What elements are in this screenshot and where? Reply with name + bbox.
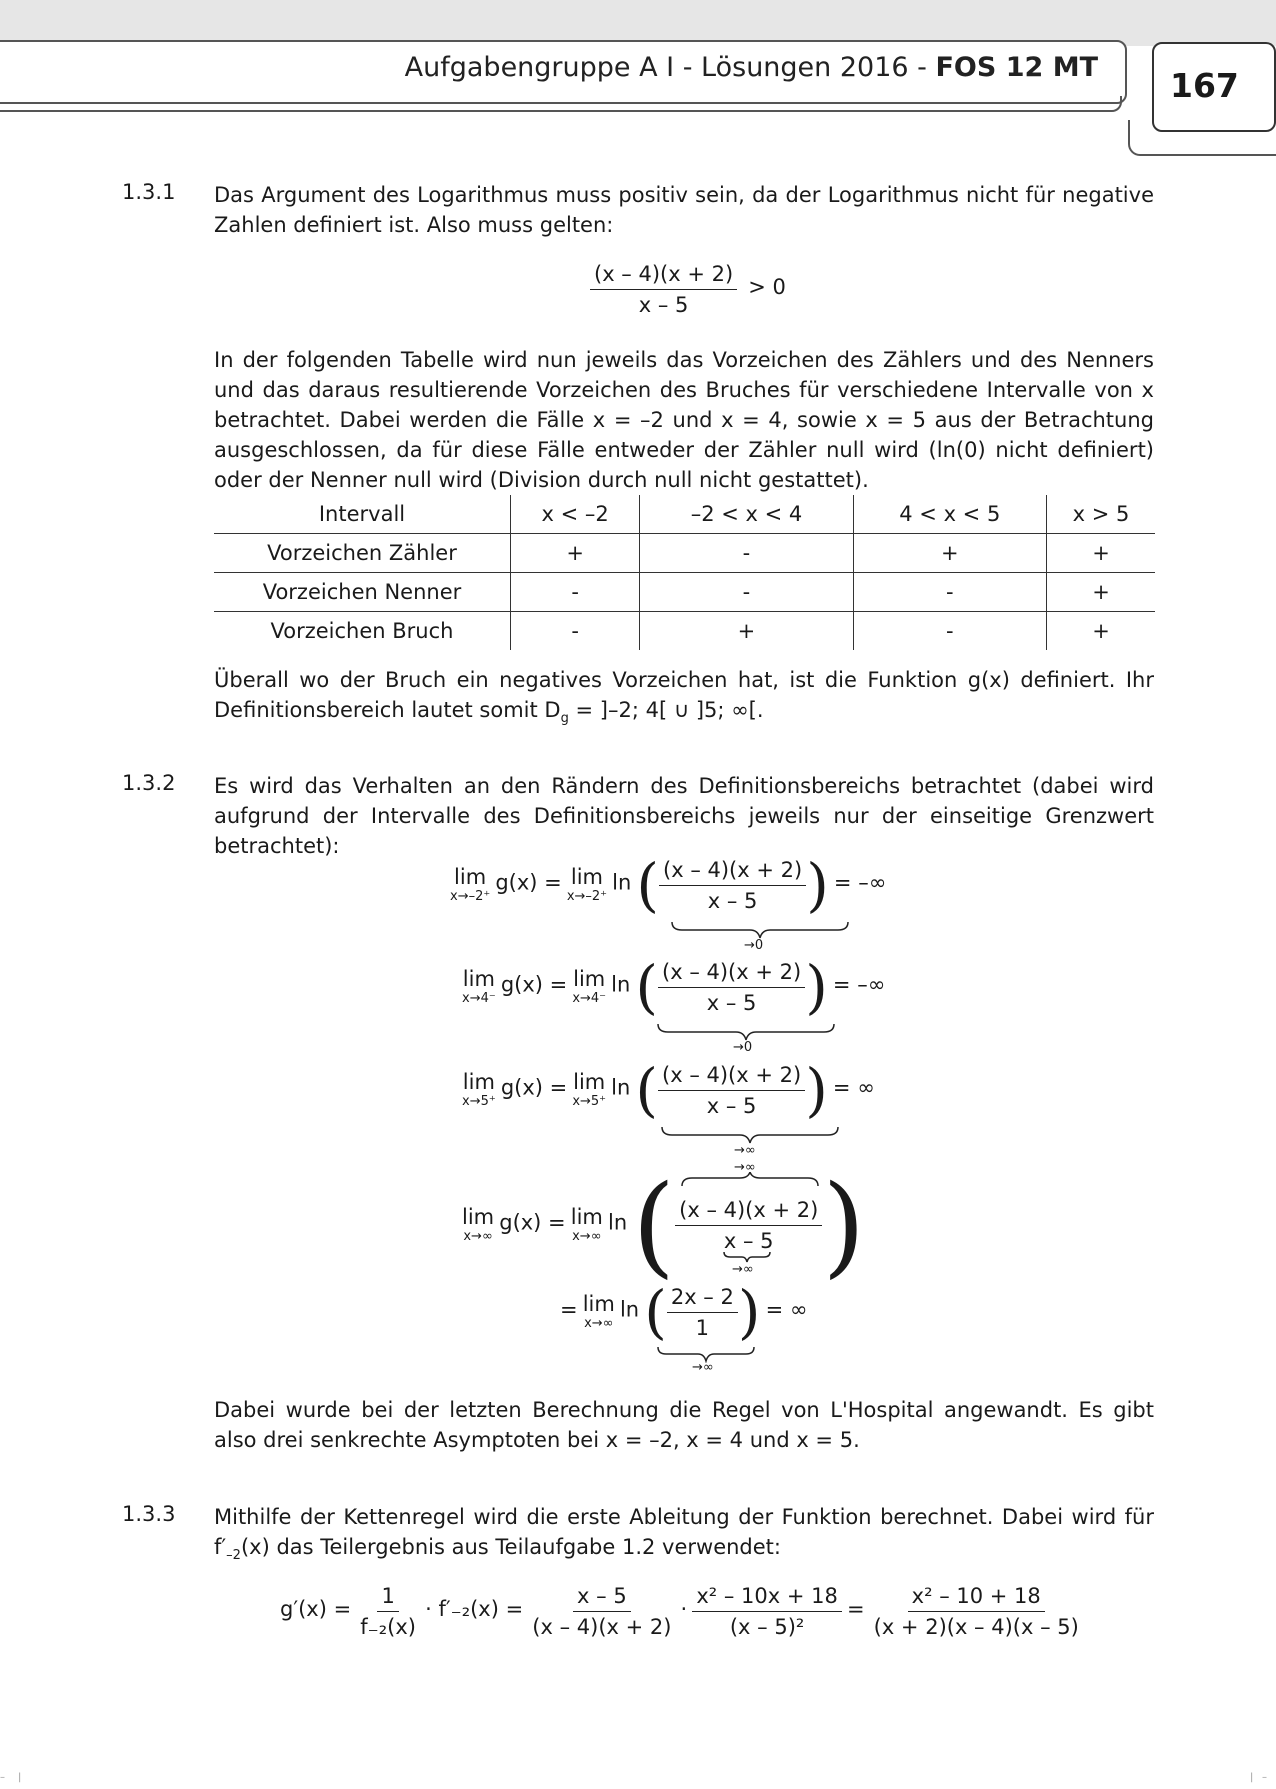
limit-line-2: lim x→4⁻ g(x) = lim x→4⁻ ln ( $\frac{(x - 4)(x + 2)}{x - 5}$ ) = –∞: [462, 953, 886, 1021]
section-131-text: In der folgenden Tabelle wird nun jeweils das Vorzeichen des Zählers und des Nenners und das daraus resultierende Vorzeichen des Bruches für verschiedene Intervalle von x betrachtet. Dabei werden die Fälle x = –2 und x = 4, sowie x = 5 aus der Betrachtung ausgeschlossen, da für diese Fälle entweder der Zähler null wird (ln(0) nicht definiert) oder der Nenner null wird (Division durch null nicht gestattet).: [214, 348, 1154, 492]
underbrace-1: [670, 920, 850, 940]
crop-mark-left: –: [0, 1772, 5, 1783]
header-shadow: [0, 96, 1122, 112]
section-131-conclusion: Überall wo der Bruch ein negatives Vorzeichen hat, ist die Funktion g(x) definiert. Ihr Definitionsbereich lautet somit $D_g = ]-2$; 4[ ∪ ]5; ∞[.: [214, 668, 1154, 727]
section-133-intro: Mithilfe der Kettenregel wird die erste Ableitung der Funktion berechnet. Dabei wird für $f'_{-2}(x)$ das Teilergebnis aus Teilaufgabe 1.2 verwendet:: [214, 1505, 1154, 1564]
header-course: FOS 12 MT: [935, 52, 1098, 83]
running-header: Aufgabengruppe A I - Lösungen 2016 - FOS 12 MT: [404, 52, 1098, 83]
sign-table-header: Intervall x < –2 –2 < x < 4 4 < x < 5 x > 5: [214, 495, 1155, 534]
derivative-equation: g′(x) = $\frac{1}{\text{f₋₂(x)}}$ · f′₋₂(x) = $\frac{x - 5}{(x - 4)(x + 2)}$ · $\frac{\text{x² – 10x + 18}}{\text{(x – 5)²}}$ = $\frac{\text{x² – 10 + 18}}{(x + 2)(x - 4)(x - 5)}$: [280, 1584, 1079, 1639]
crop-mark-right: –: [1262, 1772, 1267, 1783]
page-number-tab: [1128, 120, 1276, 156]
brace-label-3: →∞: [734, 1143, 756, 1158]
crop-mark-right-2: |: [1250, 1772, 1254, 1783]
brace-label-4-top: →∞: [734, 1160, 756, 1175]
section-132-text: Dabei wurde bei der letzten Berechnung die Regel von L'Hospital angewandt. Es gibt also drei senkrechte Asymptoten bei x = –2, x = 4 und x = 5.: [214, 1398, 1154, 1452]
page-number: 167: [1170, 66, 1239, 105]
sign-table: [214, 495, 1155, 650]
limit-line-5: = lim x→∞ ln ( $\frac{2x - 2}{1}$ ) = ∞: [560, 1278, 808, 1346]
underbrace-3: [660, 1125, 840, 1145]
brace-label-4-den: →∞: [732, 1262, 754, 1277]
table-row: Vorzeichen Bruch - + - +: [214, 612, 1155, 651]
limit-line-1: lim x→–2⁺ g(x) = lim x→–2⁺ ln ( $\frac{(x - 4)(x + 2)}{x - 5}$ ) = –∞: [450, 851, 887, 919]
table-row: Vorzeichen Nenner - - - +: [214, 573, 1155, 612]
inequality: $\frac{(x - 4)(x + 2)}{x - 5}$ > 0: [590, 262, 786, 317]
section-132-intro: Es wird das Verhalten an den Rändern des Definitionsbereichs betrachtet (dabei wird aufgrund der Intervalle des Definitionsbereichs jeweils nur der einseitige Grenzwert betrachtet):: [214, 774, 1154, 858]
limit-line-4: lim x→∞ g(x) = lim x→∞ ln ( $\frac{(x - 4)(x + 2)}{x - 5}$ ): [462, 1161, 866, 1289]
brace-label-2: →0: [733, 1040, 753, 1055]
section-number-133: 1.3.3: [122, 1502, 176, 1526]
inequality-fraction: $\frac{(x - 4)(x + 2)}{x - 5}$: [590, 262, 737, 317]
underbrace-2: [656, 1022, 836, 1042]
section-131-intro: Das Argument des Logarithmus muss positiv sein, da der Logarithmus nicht für negative Zahlen definiert ist. Also muss gelten:: [214, 183, 1154, 237]
section-number-131: 1.3.1: [122, 180, 176, 204]
brace-label-1: →0: [744, 938, 764, 953]
table-row: Vorzeichen Zähler + - + +: [214, 534, 1155, 573]
crop-mark-left-2: |: [18, 1772, 22, 1783]
limit-line-3: lim x→5⁺ g(x) = lim x→5⁺ ln ( $\frac{(x - 4)(x + 2)}{x - 5}$ ) = ∞: [462, 1056, 875, 1124]
section-number-132: 1.3.2: [122, 771, 176, 795]
brace-label-5: →∞: [692, 1360, 714, 1375]
